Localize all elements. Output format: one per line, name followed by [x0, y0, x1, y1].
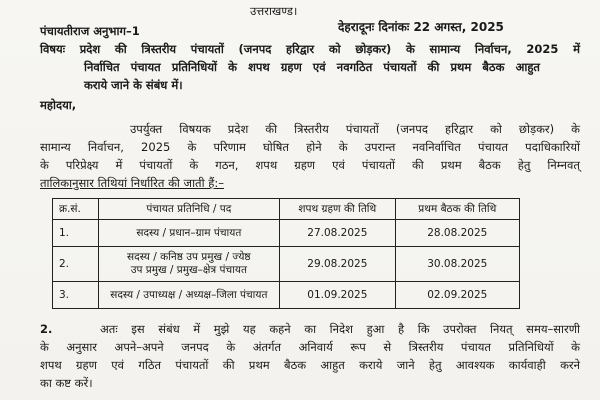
subject-line-1: विषयः प्रदेश की त्रिस्तरीय पंचायतों (जनपद हरिद्वार को छोड़कर) के सामान्य निर्वाचन, 2025 में: [40, 42, 580, 56]
row-post-line-1: सदस्य / कनिष्ठ उप प्रमुख / ज्येष्ठ: [127, 251, 251, 263]
para2-line-3: शपथ ग्रहण एवं गठित पंचायतों की प्रथम बैठक आहुत कराये जाने हेतु आवश्यक कार्यवाही करने: [40, 358, 580, 372]
department-name: पंचायतीराज अनुभाग–1: [40, 24, 140, 38]
para2-line-4: का कष्ट करें।: [40, 376, 93, 390]
table-row: [53, 282, 520, 309]
para1-line-1: उपर्युक्त विषयक प्रदेश की त्रिस्तरीय पंचायतों (जनपद हरिद्वार को छोड़कर) के: [130, 122, 580, 136]
row-post-line-2: उप प्रमुख / प्रमुख–क्षेत्र पंचायत: [130, 264, 247, 276]
row-post: [98, 247, 279, 282]
table-header-row: [53, 199, 520, 220]
row-meeting-date: 30.08.2025: [395, 247, 519, 282]
row-post: सदस्य / उपाध्यक्ष / अध्यक्ष–जिला पंचायत: [98, 282, 279, 309]
header-meeting-date: प्रथम बैठक की तिथि: [395, 199, 519, 220]
row-post: सदस्य / प्रधान–ग्राम पंचायत: [98, 220, 279, 247]
row-oath-date: 01.09.2025: [280, 282, 396, 309]
row-sno: 2.: [53, 247, 99, 282]
state-name: उत्तराखण्ड।: [250, 4, 298, 18]
row-oath-date: 27.08.2025: [280, 220, 396, 247]
subject-line-2: निर्वाचित पंचायत प्रतिनिधियों के शपथ ग्रहण एवं नवगठित पंचायतों की प्रथम बैठक आहुत: [84, 60, 540, 74]
row-meeting-date: 28.08.2025: [395, 220, 519, 247]
place-date: देहरादूनः दिनांकः 22 अगस्त, 2025: [338, 20, 504, 34]
para1-line-3: के परिप्रेक्ष्य में पंचायतों के गठन, शपथ ग्रहण एवं पंचायतों की प्रथम बैठक हेतु निम्नवत्: [40, 158, 580, 172]
para1-line-4: तालिकानुसार तिथियां निर्धारित की जाती हैं:–: [40, 176, 224, 190]
row-meeting-date: 02.09.2025: [395, 282, 519, 309]
para2-line-2: के अनुसार अपने–अपने जनपद के अंतर्गत अनिवार्य रूप से त्रिस्तरीय पंचायत प्रतिनिधियों के: [40, 340, 580, 354]
table-row: [53, 247, 520, 282]
header-sno: क्र.सं.: [53, 199, 99, 220]
row-sno: 1.: [53, 220, 99, 247]
schedule-table: [52, 198, 520, 309]
table-row: [53, 220, 520, 247]
para1-line-2: सामान्य निर्वाचन, 2025 के परिणाम घोषित होने के उपरान्त नवनिर्वाचित पंचायत पदाधिकारियों: [40, 140, 580, 154]
header-post: पंचायत प्रतिनिधि / पद: [98, 199, 279, 220]
subject-line-3: कराये जाने के संबंध में।: [84, 78, 183, 92]
row-oath-date: 29.08.2025: [280, 247, 396, 282]
row-sno: 3.: [53, 282, 99, 309]
salutation: महोदया,: [40, 98, 77, 112]
para2-line-1: अतः इस संबंध में मुझे यह कहने का निदेश हुआ है कि उपरोक्त नियत् समय–सारणी: [100, 322, 580, 336]
para2-number: 2.: [40, 322, 53, 336]
header-oath-date: शपथ ग्रहण की तिथि: [280, 199, 396, 220]
